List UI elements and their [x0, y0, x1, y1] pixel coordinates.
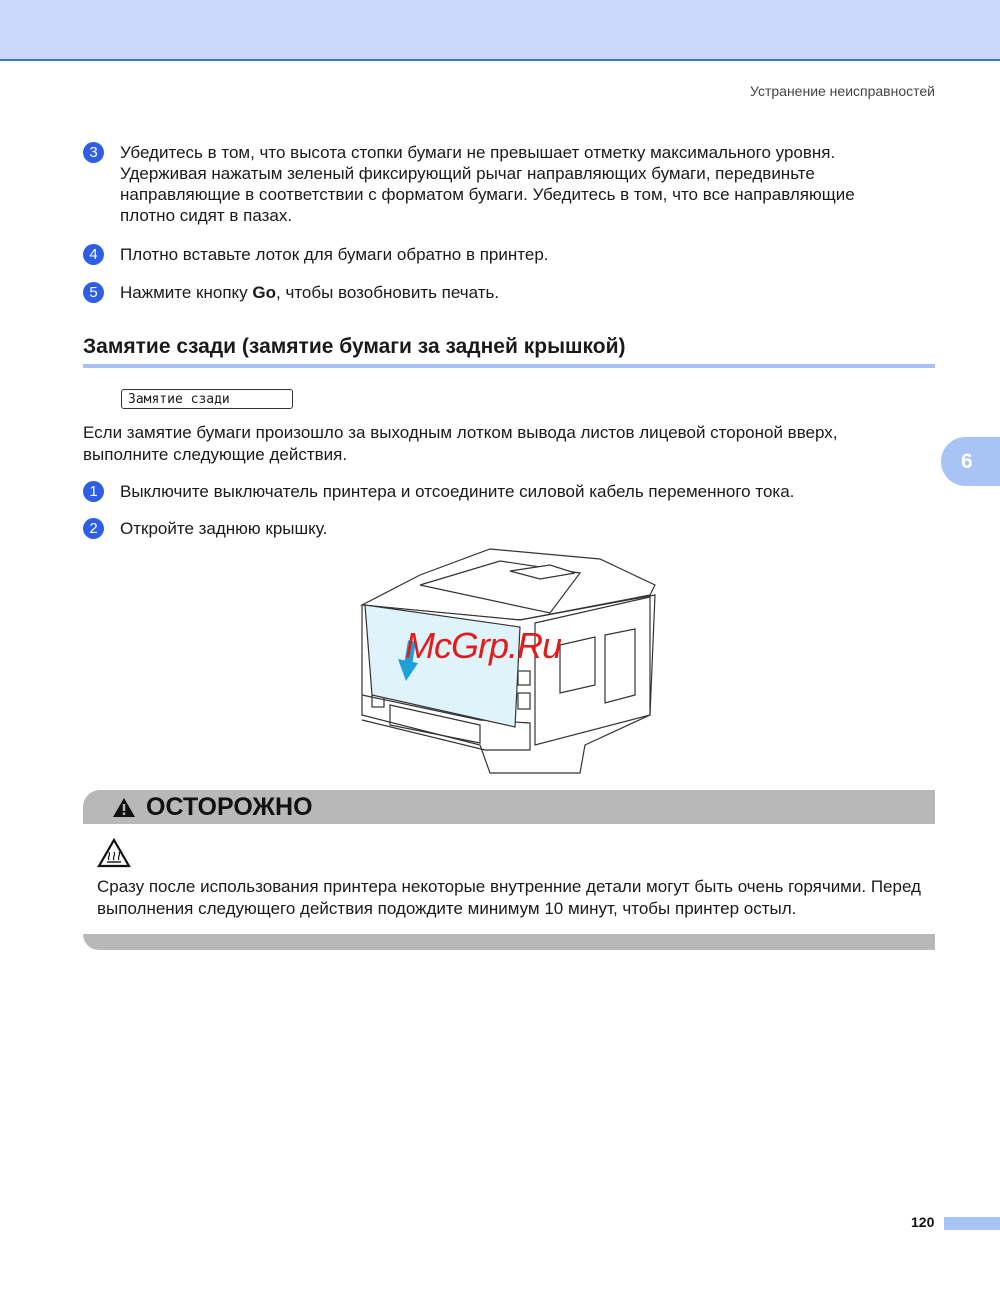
step-text: Выключите выключатель принтера и отсоедините силовой кабель переменного тока. — [120, 482, 795, 501]
step-number: 3 — [83, 142, 104, 163]
step-4 — [83, 244, 913, 265]
step-2 — [83, 518, 913, 539]
step-number: 2 — [83, 518, 104, 539]
top-band — [0, 0, 1000, 61]
page-number: 120 — [911, 1214, 935, 1230]
step-text: Убедитесь в том, что высота стопки бумаги не превышает отметку максимального уровня. Удерживая нажатым зеленый фиксирующий рычаг направляющих бумаги, передвиньте направляющие в соответствии с форматом бумаги. Убедитесь в том, что все направляющие плотно сидят в пазах. — [120, 143, 855, 225]
step-text-before: Нажмите кнопку — [120, 283, 253, 302]
section-rule — [83, 364, 935, 368]
caution-footer-bar — [83, 934, 935, 950]
step-number: 1 — [83, 481, 104, 502]
caution-text: Сразу после использования принтера некоторые внутренние детали могут быть очень горячими. Перед выполнения следующего действия подождите минимум 10 минут, чтобы принтер остыл. — [97, 877, 921, 918]
step-1 — [83, 481, 913, 502]
step-number: 5 — [83, 282, 104, 303]
page-number-tab — [944, 1217, 1000, 1230]
step-number: 4 — [83, 244, 104, 265]
step-text — [120, 282, 913, 303]
step-text: Откройте заднюю крышку. — [120, 519, 328, 538]
intro-paragraph: Если замятие бумаги произошло за выходным лотком вывода листов лицевой стороной вверх, выполните следующие действия. — [83, 423, 838, 464]
go-button-label: Go — [252, 283, 277, 302]
caution-title: ОСТОРОЖНО — [146, 793, 313, 821]
warning-triangle-icon — [112, 797, 136, 818]
step-3 — [83, 142, 913, 226]
watermark: McGrp.Ru — [405, 625, 562, 666]
step-text-after: , чтобы возобновить печать. — [276, 283, 500, 302]
section-title: Замятие сзади (замятие бумаги за задней крышкой) — [83, 335, 626, 358]
step-text: Плотно вставьте лоток для бумаги обратно в принтер. — [120, 245, 549, 264]
step-5 — [83, 282, 913, 303]
chapter-tab[interactable]: 6 — [941, 437, 1000, 486]
hot-surface-icon — [97, 838, 131, 868]
running-header: Устранение неисправностей — [750, 83, 935, 99]
lcd-message-box: Замятие сзади — [121, 389, 293, 409]
